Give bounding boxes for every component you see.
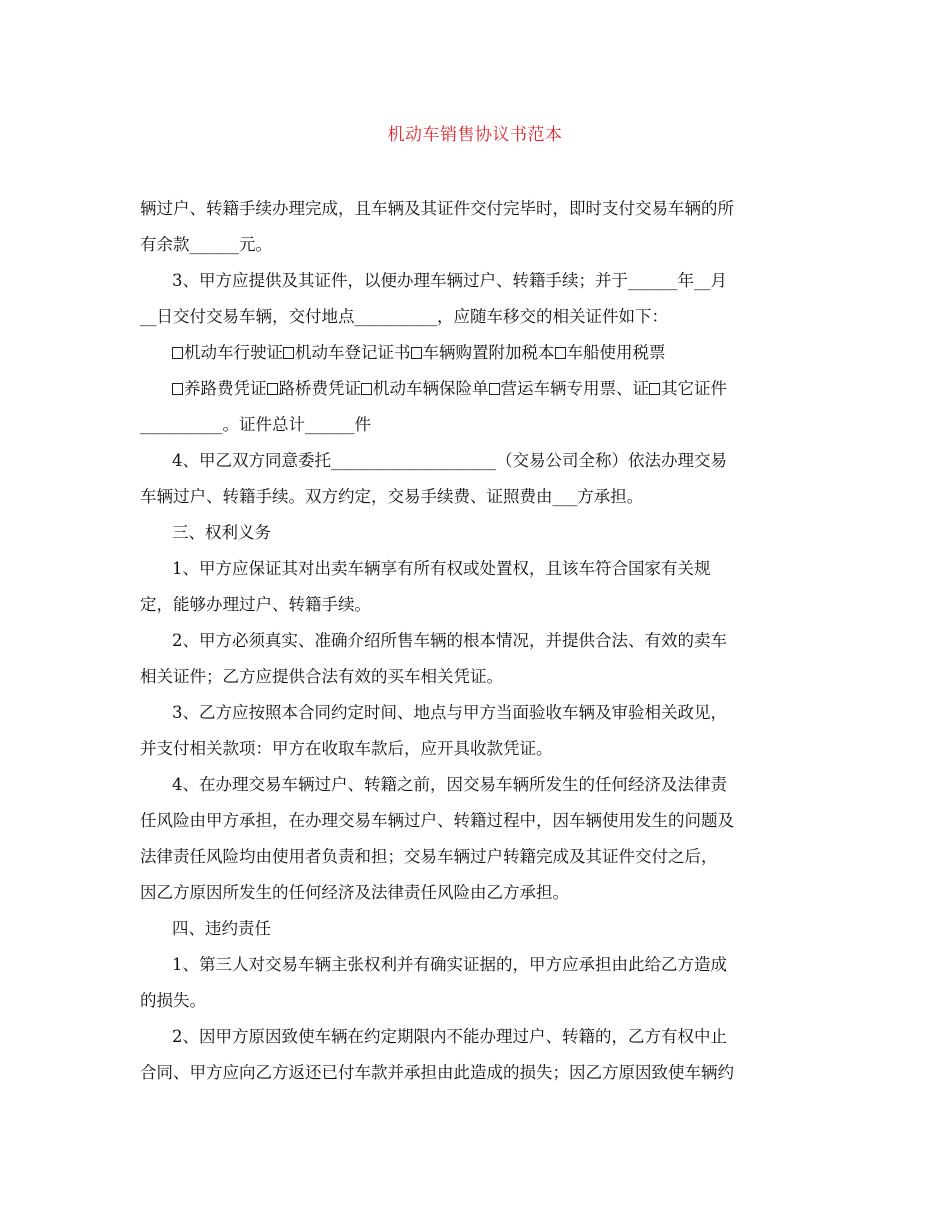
- checklist-item: 机动车辆保险单: [373, 379, 489, 398]
- checklist-item: 营运车辆专用票、证: [500, 379, 649, 398]
- checkbox-icon[interactable]: [267, 383, 278, 395]
- paragraph-line: 车辆过户、转籍手续。双方约定，交易手续费、证照费由___方承担。: [140, 487, 644, 506]
- paragraph-line: 法律责任风险均由使用者负责和担；交易车辆过户转籍完成及其证件交付之后，: [140, 847, 718, 866]
- paragraph-line: 辆过户、转籍手续办理完成，且车辆及其证件交付完毕时，即时支付交易车辆的所: [140, 199, 734, 218]
- checklist-item: 其它证件: [661, 379, 727, 398]
- paragraph-line: 因乙方原因所发生的任何经济及法律责任风险由乙方承担。: [140, 883, 569, 902]
- checklist-item: 车船使用税票: [566, 343, 666, 362]
- paragraph-line: 并支付相关款项：甲方在收取车款后，应开具收款凭证。: [140, 739, 553, 758]
- checklist-item: 机动车行驶证: [184, 343, 283, 362]
- section-heading: 四、违约责任: [172, 919, 271, 938]
- checkbox-icon[interactable]: [649, 383, 660, 395]
- paragraph-line: 3、甲方应提供及其证件，以便办理车辆过户、转籍手续；并于______年__月: [172, 271, 727, 290]
- paragraph-line: __日交付交易车辆，交付地点__________，应随车移交的相关证件如下：: [140, 307, 668, 326]
- checklist-item: 车辆购置附加税本: [422, 343, 555, 362]
- paragraph-line: 合同、甲方应向乙方返还已付车款并承担由此造成的损失；因乙方原因致使车辆约: [140, 1063, 734, 1082]
- paragraph-line: 2、甲方必须真实、准确介绍所售车辆的根本情况，并提供合法、有效的卖车: [172, 631, 727, 650]
- paragraph-line: 相关证件；乙方应提供合法有效的买车相关凭证。: [140, 667, 503, 686]
- paragraph-line: 4、甲乙双方同意委托____________________（交易公司全称）依法办理交易: [172, 451, 727, 470]
- checkbox-icon[interactable]: [172, 383, 183, 395]
- checkbox-icon[interactable]: [411, 347, 422, 359]
- section-heading: 三、权利义务: [172, 523, 271, 542]
- checkbox-icon[interactable]: [283, 347, 294, 359]
- checklist-item: 路桥费凭证: [278, 379, 361, 398]
- paragraph-line: 任风险由甲方承担，在办理交易车辆过户、转籍过程中，因车辆使用发生的问题及: [140, 811, 734, 830]
- paragraph-line: __________。证件总计______件: [140, 415, 371, 434]
- checklist-item: 机动车登记证书: [295, 343, 411, 362]
- paragraph-line: 的损失。: [140, 991, 206, 1010]
- paragraph-line: 3、乙方应按照本合同约定时间、地点与甲方当面验收车辆及审验相关政见，: [172, 703, 727, 722]
- checkbox-icon[interactable]: [555, 347, 566, 359]
- checkbox-icon[interactable]: [489, 383, 500, 395]
- checklist-line-2: [172, 377, 727, 401]
- checkbox-icon[interactable]: [361, 383, 372, 395]
- paragraph-line: 定，能够办理过户、转籍手续。: [140, 595, 371, 614]
- paragraph-line: 4、在办理交易车辆过户、转籍之前，因交易车辆所发生的任何经济及法律责: [172, 775, 727, 794]
- paragraph-line: 1、甲方应保证其对出卖车辆享有所有权或处置权，且该车符合国家有关规: [172, 559, 711, 578]
- checklist-line-1: [172, 341, 666, 365]
- document-title: 机动车销售协议书范本: [387, 125, 563, 145]
- checklist-item: 养路费凭证: [184, 379, 267, 398]
- paragraph-line: 有余款______元。: [140, 235, 272, 254]
- paragraph-line: 1、第三人对交易车辆主张权利并有确实证据的，甲方应承担由此给乙方造成: [172, 955, 727, 974]
- paragraph-line: 2、因甲方原因致使车辆在约定期限内不能办理过户、转籍的，乙方有权中止: [172, 1027, 727, 1046]
- checkbox-icon[interactable]: [172, 347, 183, 359]
